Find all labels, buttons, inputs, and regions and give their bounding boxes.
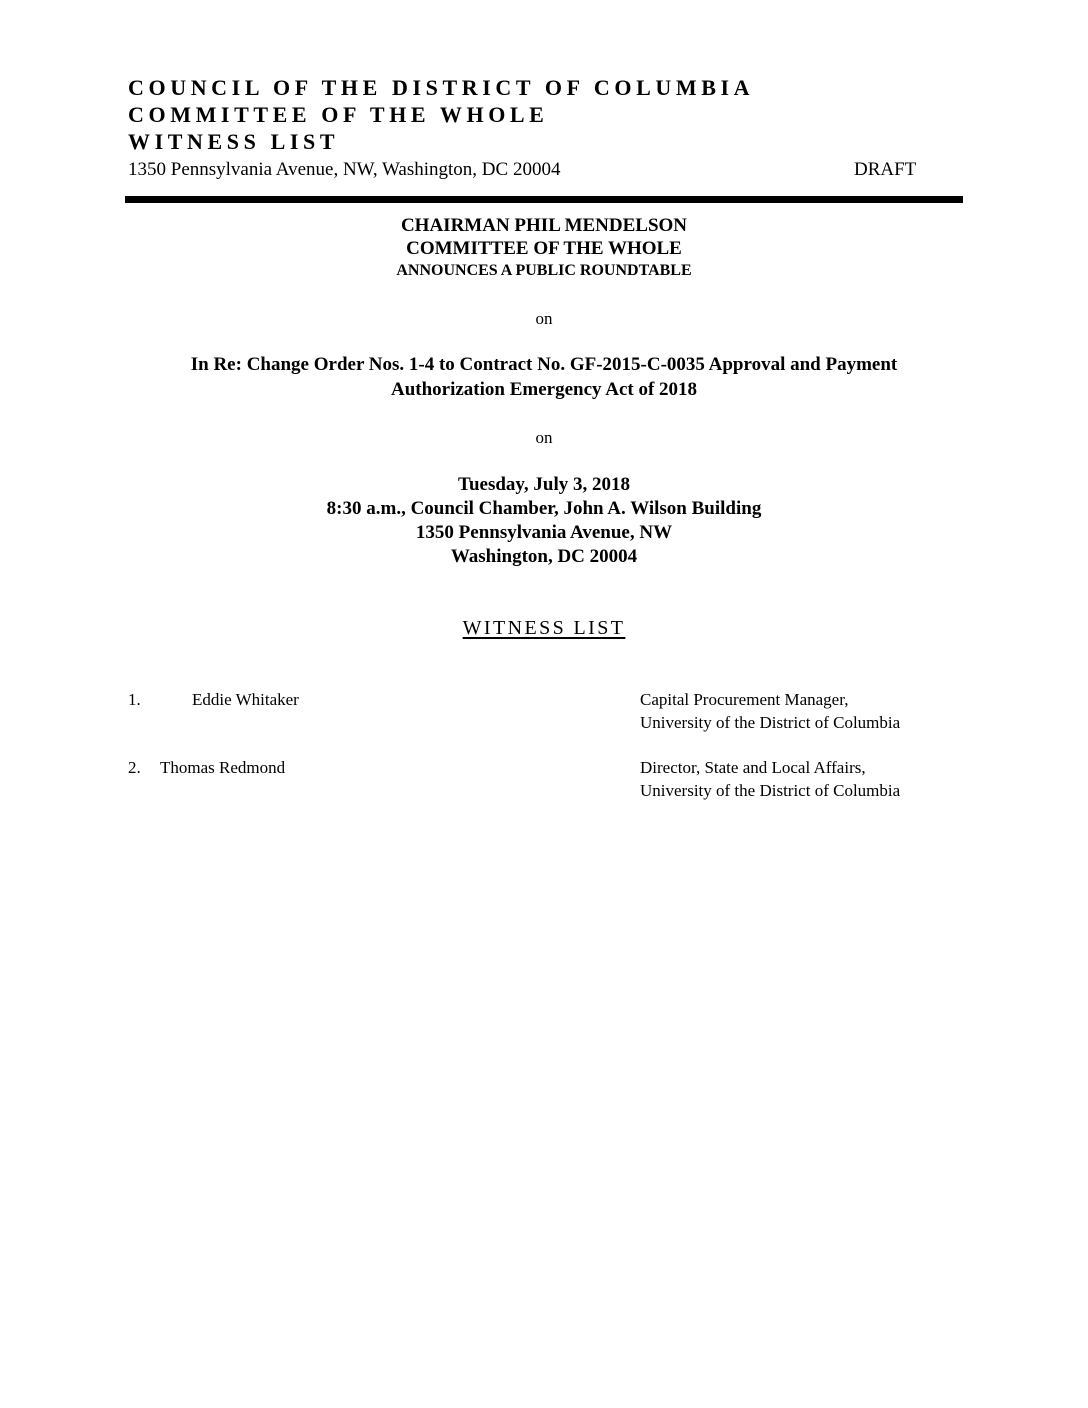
witness-title-line-1: Capital Procurement Manager,	[640, 690, 849, 709]
roundtable-subject	[100, 352, 988, 402]
roundtable-street: 1350 Pennsylvania Avenue, NW	[415, 522, 673, 543]
witness-title	[640, 688, 900, 734]
witness-title	[640, 756, 900, 802]
roundtable-city: Washington, DC 20004	[450, 546, 638, 567]
chairman-name: CHAIRMAN PHIL MENDELSON	[400, 215, 688, 236]
witness-title-line-2: University of the District of Columbia	[640, 713, 901, 732]
witness-title-line-2: University of the District of Columbia	[640, 781, 901, 800]
announcement-committee: COMMITTEE OF THE WHOLE	[406, 238, 682, 259]
header-divider	[125, 196, 963, 203]
announcement-header	[100, 214, 988, 282]
witness-list-heading	[100, 616, 988, 640]
witness-number: 1.	[128, 690, 141, 709]
subject-line-2: Authorization Emergency Act of 2018	[390, 379, 698, 400]
roundtable-date-location	[100, 473, 988, 569]
document-type: WITNESS LIST	[128, 129, 340, 154]
draft-label: DRAFT	[854, 159, 917, 180]
committee-name: COMMITTEE OF THE WHOLE	[128, 102, 549, 127]
address-row	[128, 157, 962, 183]
witness-title-line-1: Director, State and Local Affairs,	[640, 758, 866, 777]
roundtable-date: Tuesday, July 3, 2018	[458, 474, 630, 495]
witness-number: 2.	[128, 758, 141, 777]
council-name: COUNCIL OF THE DISTRICT OF COLUMBIA	[128, 75, 755, 100]
witness-list-heading-text: WITNESS LIST	[462, 617, 626, 639]
roundtable-announcement: ANNOUNCES A PUBLIC ROUNDTABLE	[396, 262, 692, 279]
council-address: 1350 Pennsylvania Avenue, NW, Washington, DC 20004	[128, 159, 561, 180]
on-connector: on	[535, 309, 553, 328]
witness-name: Thomas Redmond	[160, 758, 286, 777]
witness-name: Eddie Whitaker	[192, 690, 299, 709]
roundtable-time-location: 8:30 a.m., Council Chamber, John A. Wilson Building	[326, 498, 762, 519]
letterhead	[128, 74, 962, 183]
subject-line-1: In Re: Change Order Nos. 1-4 to Contract No. GF-2015-C-0035 Approval and Payment	[190, 354, 898, 375]
on-connector: on	[535, 428, 553, 447]
